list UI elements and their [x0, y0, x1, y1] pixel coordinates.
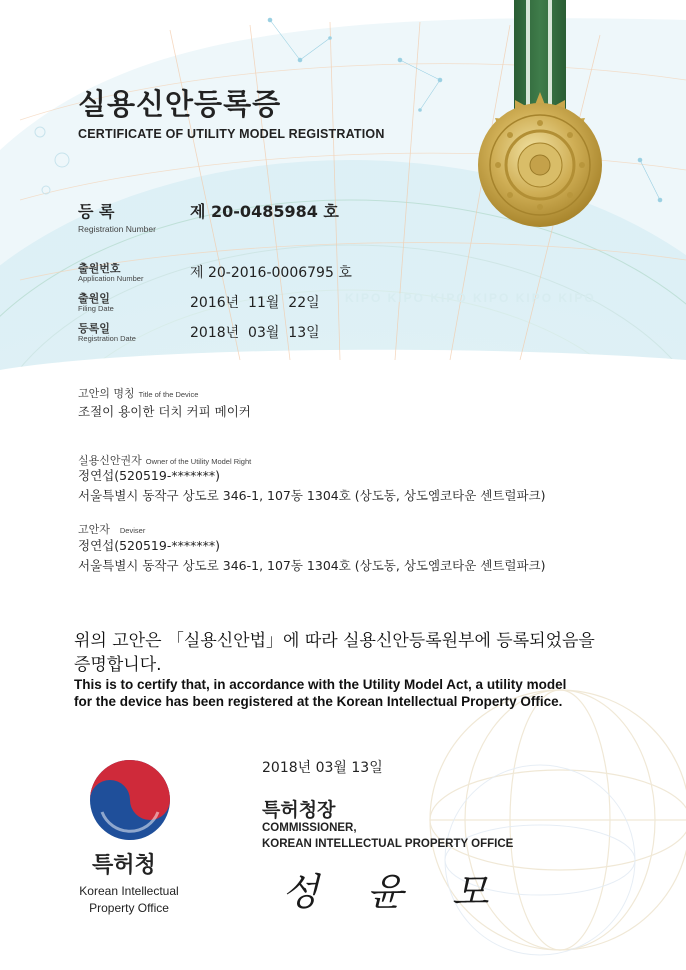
kipo-watermark: KIPO KIPO KIPO KIPO KIPO KIPO	[345, 291, 596, 305]
deviser-label	[78, 518, 145, 537]
commissioner-title-ko: 특허청장	[262, 799, 336, 821]
deviser-name: 정연섭(520519-*******)	[78, 538, 220, 553]
reg-date-label-en: Registration Date	[78, 334, 136, 343]
commissioner-title-en-line1: COMMISSIONER,	[262, 822, 357, 834]
owner-address: 서울특별시 동작구 상도로 346-1, 107동 1304호 (상도동, 상도엠코타운 센트럴파크)	[78, 488, 546, 503]
certification-ko-line2: 증명합니다.	[74, 655, 162, 675]
certificate-title-ko: 실용신안등록증	[78, 87, 282, 121]
filing-date: 2016년 11월 22일	[190, 295, 320, 311]
kipo-logo-icon	[90, 760, 170, 840]
deviser-address: 서울특별시 동작구 상도로 346-1, 107동 1304호 (상도동, 상도엠코타운 센트럴파크)	[78, 558, 546, 573]
deviser-label-en: Deviser	[119, 526, 146, 535]
registration-number: 제 20-0485984 호	[190, 202, 339, 221]
filing-label-en: Filing Date	[78, 304, 114, 313]
kipo-name-en-line1: Korean Intellectual	[79, 884, 179, 898]
issue-date: 2018년 03월 13일	[262, 760, 383, 776]
filing-label-ko: 출원일	[78, 292, 110, 305]
device-title: 조절이 용이한 더치 커피 메이커	[78, 404, 251, 419]
device-label	[78, 382, 198, 401]
kipo-name-ko: 특허청	[92, 853, 156, 878]
owner-label-en: Owner of the Utility Model Right	[145, 457, 252, 466]
owner-name: 정연섭(520519-*******)	[78, 468, 220, 483]
application-label-ko: 출원번호	[78, 262, 121, 275]
kipo-name-en-line2: Property Office	[89, 901, 169, 915]
deviser-label-ko: 고안자	[78, 523, 110, 536]
application-label-en: Application Number	[78, 274, 144, 283]
commissioner-signature: 성 윤 모	[282, 870, 507, 914]
certification-en-line1: This is to certify that, in accordance with the Utility Model Act, a utility model	[74, 677, 567, 692]
application-number: 제 20-2016-0006795 호	[190, 265, 352, 281]
certificate-title-en: CERTIFICATE OF UTILITY MODEL REGISTRATION	[78, 127, 385, 141]
registration-date: 2018년 03월 13일	[190, 325, 320, 341]
certification-en-line2: for the device has been registered at the Korean Intellectual Property Office.	[74, 694, 563, 709]
registration-label-en: Registration Number	[78, 224, 156, 234]
reg-date-label-ko: 등록일	[78, 322, 110, 335]
certification-ko-line1: 위의 고안은 「실용신안법」에 따라 실용신안등록원부에 등록되었음을	[74, 631, 595, 651]
device-label-ko: 고안의 명칭	[78, 387, 135, 400]
registration-label-ko: 등 록	[78, 202, 115, 221]
device-label-en: Title of the Device	[138, 390, 199, 399]
owner-label-ko: 실용신안권자	[78, 454, 142, 467]
commissioner-title-en-line2: KOREAN INTELLECTUAL PROPERTY OFFICE	[262, 838, 514, 850]
